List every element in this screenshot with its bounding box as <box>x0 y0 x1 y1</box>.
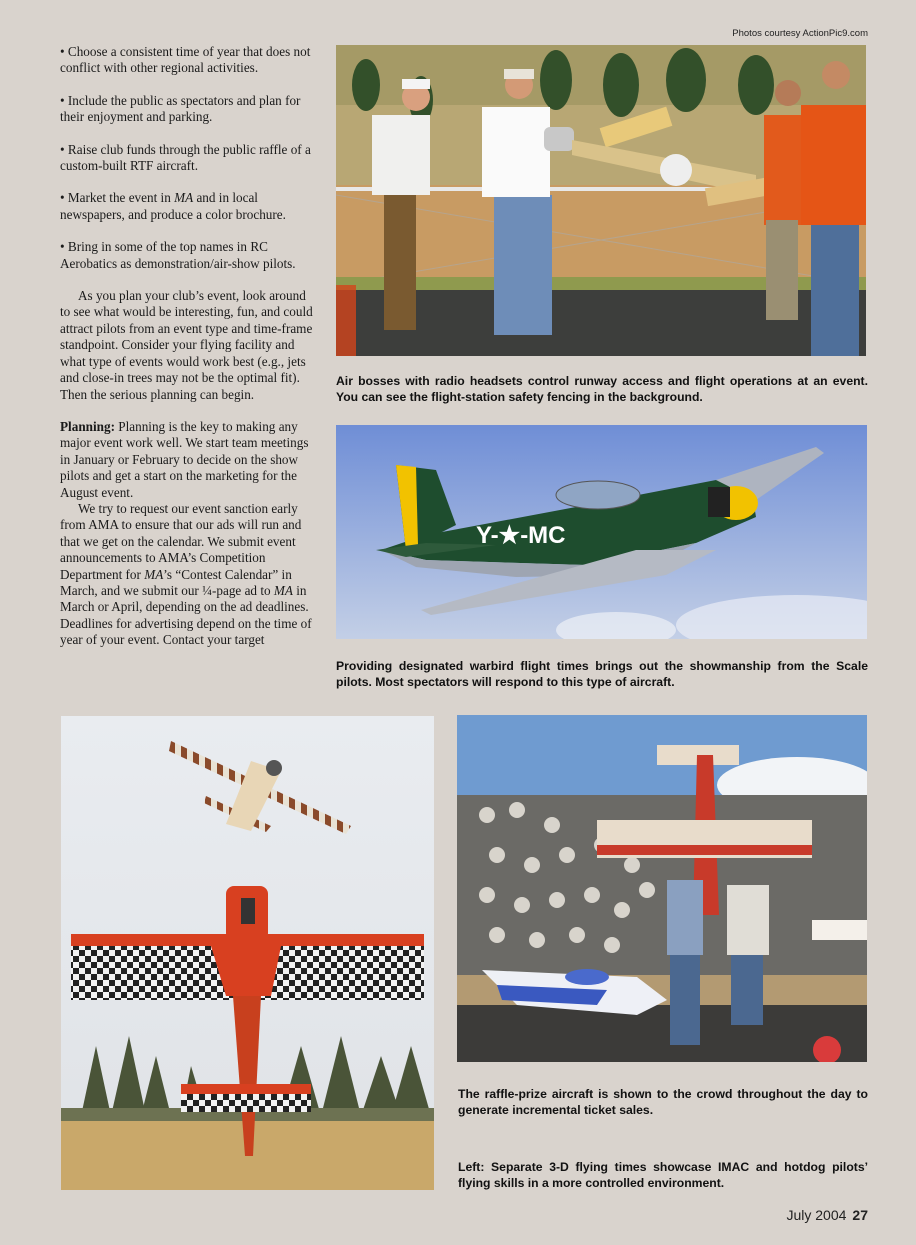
bullet-2: • Include the public as spectators and plan for their enjoyment and parking. <box>60 92 301 125</box>
caption-imac: Left: Separate 3-D flying times showcase IMAC and hotdog pilots’ flying skills in a more controlled environment. <box>458 1160 868 1190</box>
paragraph-planning: Planning: Planning is the key to making any major event work well. We start team meetings in January or February to decide on the show pilots and get a start on the marketing for the August event. <box>60 418 309 500</box>
page-number: 27 <box>852 1207 868 1223</box>
caption-air-bosses: Air bosses with radio headsets control runway access and flight operations at an event. You can see the flight-station safety fencing in the background. <box>336 374 868 404</box>
photo-imac-aircraft <box>61 716 434 1190</box>
photo-credit: Photos courtesy ActionPic9.com <box>732 28 868 39</box>
planning-subhead: Planning: <box>60 418 115 434</box>
svg-text:Y-★-MC: Y-★-MC <box>476 522 566 549</box>
issue-date: July 2004 <box>786 1207 847 1223</box>
photo-warbird <box>336 425 867 639</box>
page-footer <box>786 1207 868 1223</box>
paragraph-planning-intro: As you plan your club’s event, look around to see what would be interesting, fun, and could attract pilots from an event type and time-frame standpoint. Consider your flying facility and what type of events would work best (e.g., jets and close-in trees may not be the optimal fit). Then the serious planning can begin. <box>60 288 313 402</box>
bullet-1: • Choose a consistent time of year that does not conflict with other regional activities. <box>60 44 311 76</box>
caption-raffle: The raffle-prize aircraft is shown to the crowd throughout the day to generate incremental ticket sales. <box>458 1087 868 1117</box>
bullet-5: • Bring in some of the top names in RC Aerobatics as demonstration/air-show pilots. <box>60 239 296 271</box>
bullet-3: • Raise club funds through the public raffle of a custom-built RTF aircraft. <box>60 141 311 174</box>
article-text-column <box>60 44 314 649</box>
paragraph-sanction: We try to request our event sanction early from AMA to ensure that our ads will run and that we get on the calendar. We submit event announcements to AMA’s Competition Department for MA’s “Contest Calendar” in March, and we submit our ¼-page ad to MA in March or April, depending on the ad deadlines. Deadlines for advertising depend on the time of year of your event. Contact your target <box>60 500 312 648</box>
photo-raffle-aircraft <box>457 715 867 1062</box>
caption-warbird: Providing designated warbird flight times brings out the showmanship from the Scale pilots. Most spectators will respond to this type of aircraft. <box>336 659 868 689</box>
photo-air-bosses <box>336 45 866 356</box>
bullet-4: • Market the event in MA and in local newspapers, and produce a color brochure. <box>60 190 286 222</box>
